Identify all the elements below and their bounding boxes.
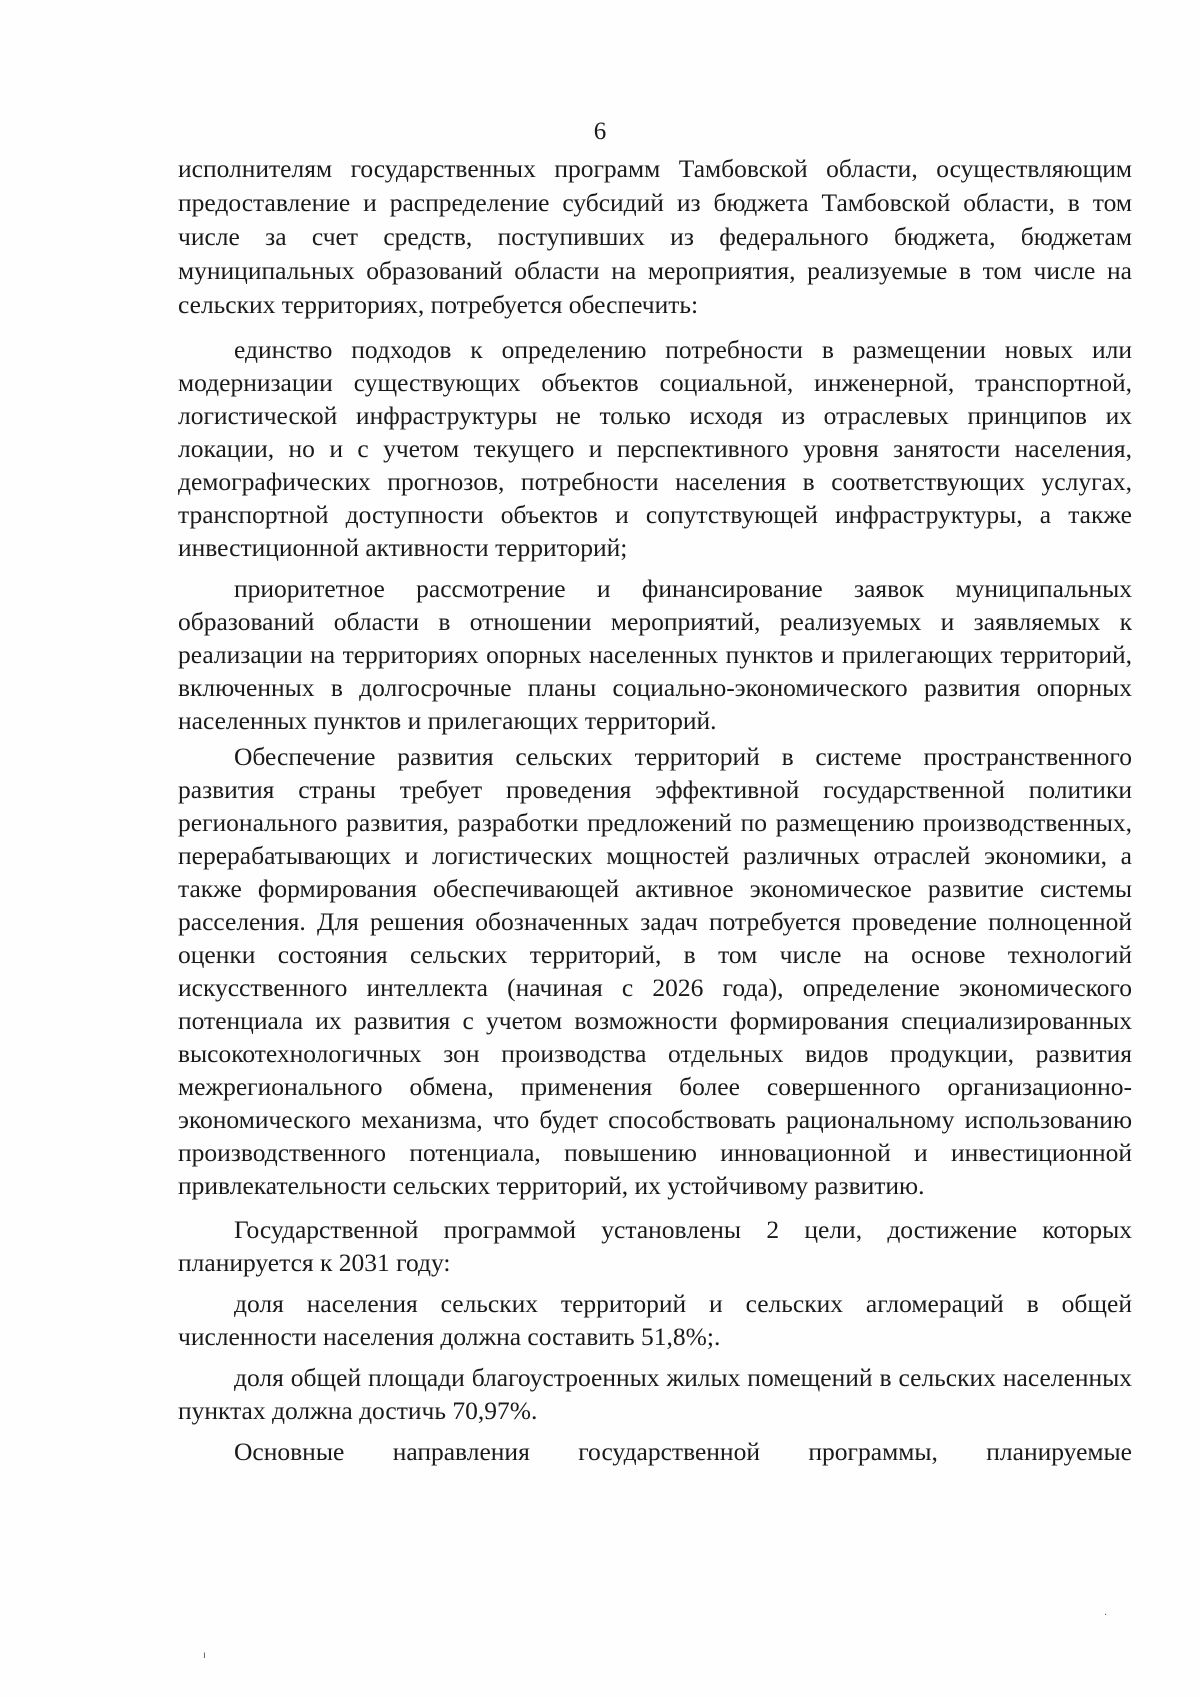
paragraph-priority-consideration: приоритетное рассмотрение и финансирование заявок муниципальных образований области в отношении мероприятий, реализуемых и заявляемых к реализации на территориях опорных населенных пунктов и прилегающих территорий, включенных в долгосрочные планы социально-экономического развития опорных населенных пунктов и прилегающих территорий.: [178, 574, 1132, 735]
paragraph-unity-of-approaches: единство подходов к определению потребности в размещении новых или модернизации существующих объектов социальной, инженерной, транспортной, логистической инфраструктуры не только исходя из отраслевых принципов их локации, но и с учетом текущего и перспективного уровня занятости населения, демографических прогнозов, потребности населения в соответствующих услугах, транспортной доступности объектов и сопутствующей инфраструктуры, а также инвестиционной активности территорий;: [178, 335, 1132, 562]
page-number: 6: [593, 118, 607, 145]
paragraph-main-directions: Основные направления государственной программы, планируемые: [234, 1437, 1132, 1466]
scan-artifact-mark: ı: [203, 1650, 206, 1661]
paragraph-program-goals: Государственной программой установлены 2 цели, достижение которых планируется к 2031 году:: [178, 1215, 1132, 1277]
scan-artifact-mark: ·: [1104, 1610, 1108, 1621]
paragraph-goal-housing-share: доля общей площади благоустроенных жилых помещений в сельских населенных пунктах должна достичь 70,97%.: [178, 1363, 1132, 1425]
paragraph-executors: исполнителям государственных программ Тамбовской области, осуществляющим предоставление и распределение субсидий из бюджета Тамбовской области, в том числе за счет средств, поступивших из федерального бюджета, бюджетам муниципальных образований области на мероприятия, реализуемые в том числе на сельских территориях, потребуется обеспечить:: [178, 154, 1132, 319]
paragraph-rural-development: Обеспечение развития сельских территорий в системе пространственного развития страны требует проведения эффективной государственной политики регионального развития, разработки предложений по размещению производственных, перерабатывающих и логистических мощностей различных отраслей экономики, а также формирования обеспечивающей активное экономическое развитие системы расселения. Для решения обозначенных задач потребуется проведение полноценной оценки состояния сельских территорий, в том числе на основе технологий искусственного интеллекта (начиная с 2026 года), определение экономического потенциала их развития с учетом возможности формирования специализированных высокотехнологичных зон производства отдельных видов продукции, развития межрегионального обмена, применения более совершенного организационно-экономического механизма, что будет способствовать рациональному использованию производственного потенциала, повышению инновационной и инвестиционной привлекательности сельских территорий, их устойчивому развитию.: [178, 742, 1132, 1200]
paragraph-goal-population-share: доля населения сельских территорий и сельских агломераций в общей численности населения должна составить 51,8%;.: [178, 1289, 1132, 1351]
document-body: [178, 152, 1132, 1468]
